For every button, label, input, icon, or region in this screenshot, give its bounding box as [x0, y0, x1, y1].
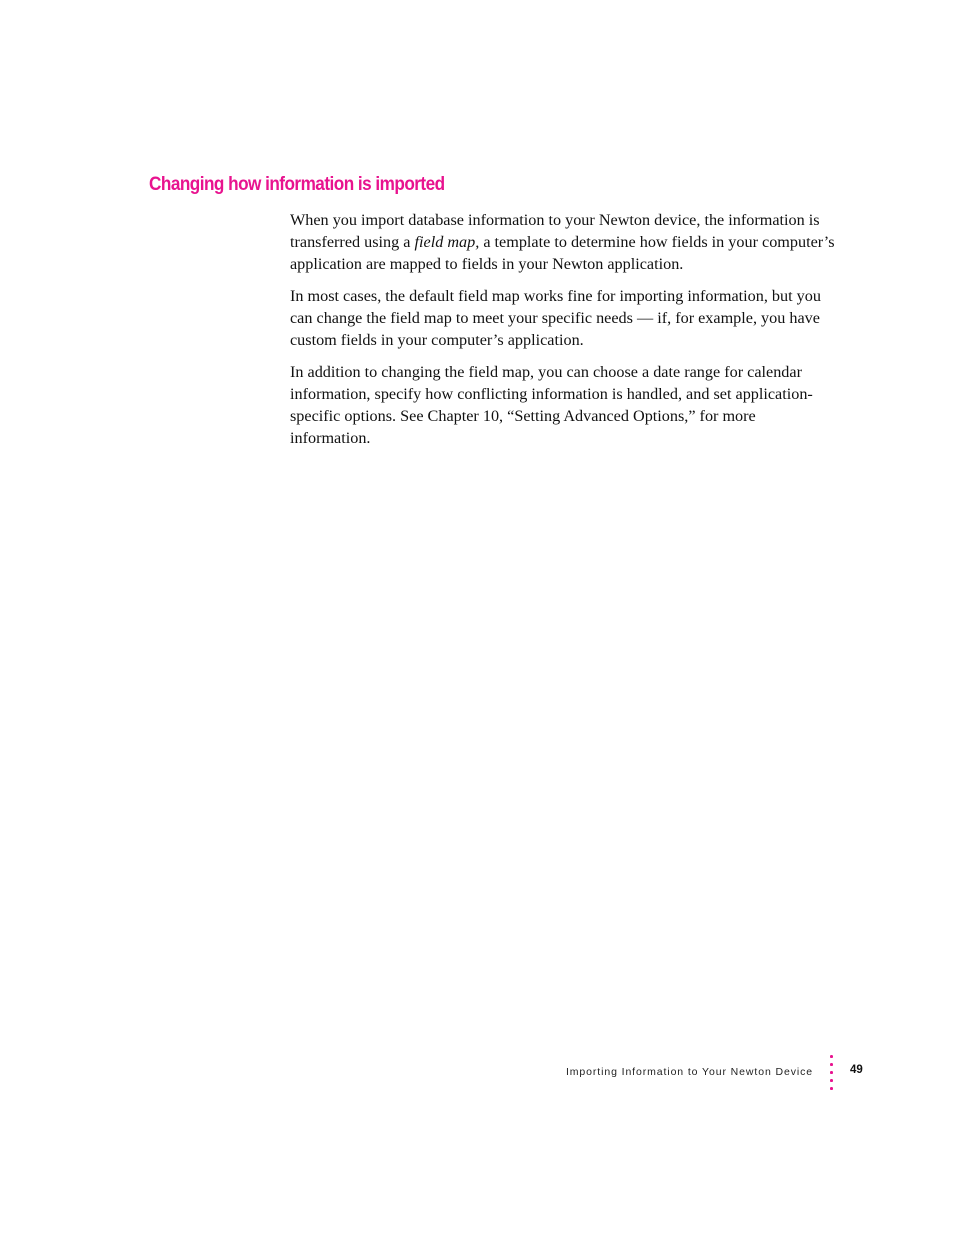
- footer-dot: [830, 1087, 833, 1090]
- paragraph-advanced-options: In addition to changing the field map, you can choose a date range for calendar information, specify how conflicting information is handled, and set application-specific options. See Chapter 10, “Setting Advanced Options,” for more information.: [290, 363, 813, 447]
- footer-chapter-title: Importing Information to Your Newton Device: [565, 1066, 813, 1078]
- page-number: 49: [850, 1064, 863, 1076]
- paragraph-field-map-text-start: When you import database information to your Newton device, the information is transferred using a: [290, 211, 820, 251]
- footer-dot: [830, 1079, 833, 1082]
- footer-dot: [830, 1063, 833, 1066]
- footer-dot: [830, 1071, 833, 1074]
- paragraph-default-map: In most cases, the default field map works fine for importing information, but you can change the field map to meet your specific needs — if, for example, you have custom fields in your computer’s application.: [290, 287, 821, 349]
- footer-dot: [830, 1055, 833, 1058]
- paragraph-field-map-text-end: a template to determine how fields in your computer’s application are mapped to fields in your Newton application.: [290, 233, 835, 273]
- section-heading: Changing how information is imported: [149, 173, 445, 195]
- body-text: [290, 209, 838, 459]
- field-map-term: field map,: [414, 233, 480, 251]
- footer-dot-separator: [830, 1055, 834, 1095]
- paragraph-field-map: [290, 209, 838, 275]
